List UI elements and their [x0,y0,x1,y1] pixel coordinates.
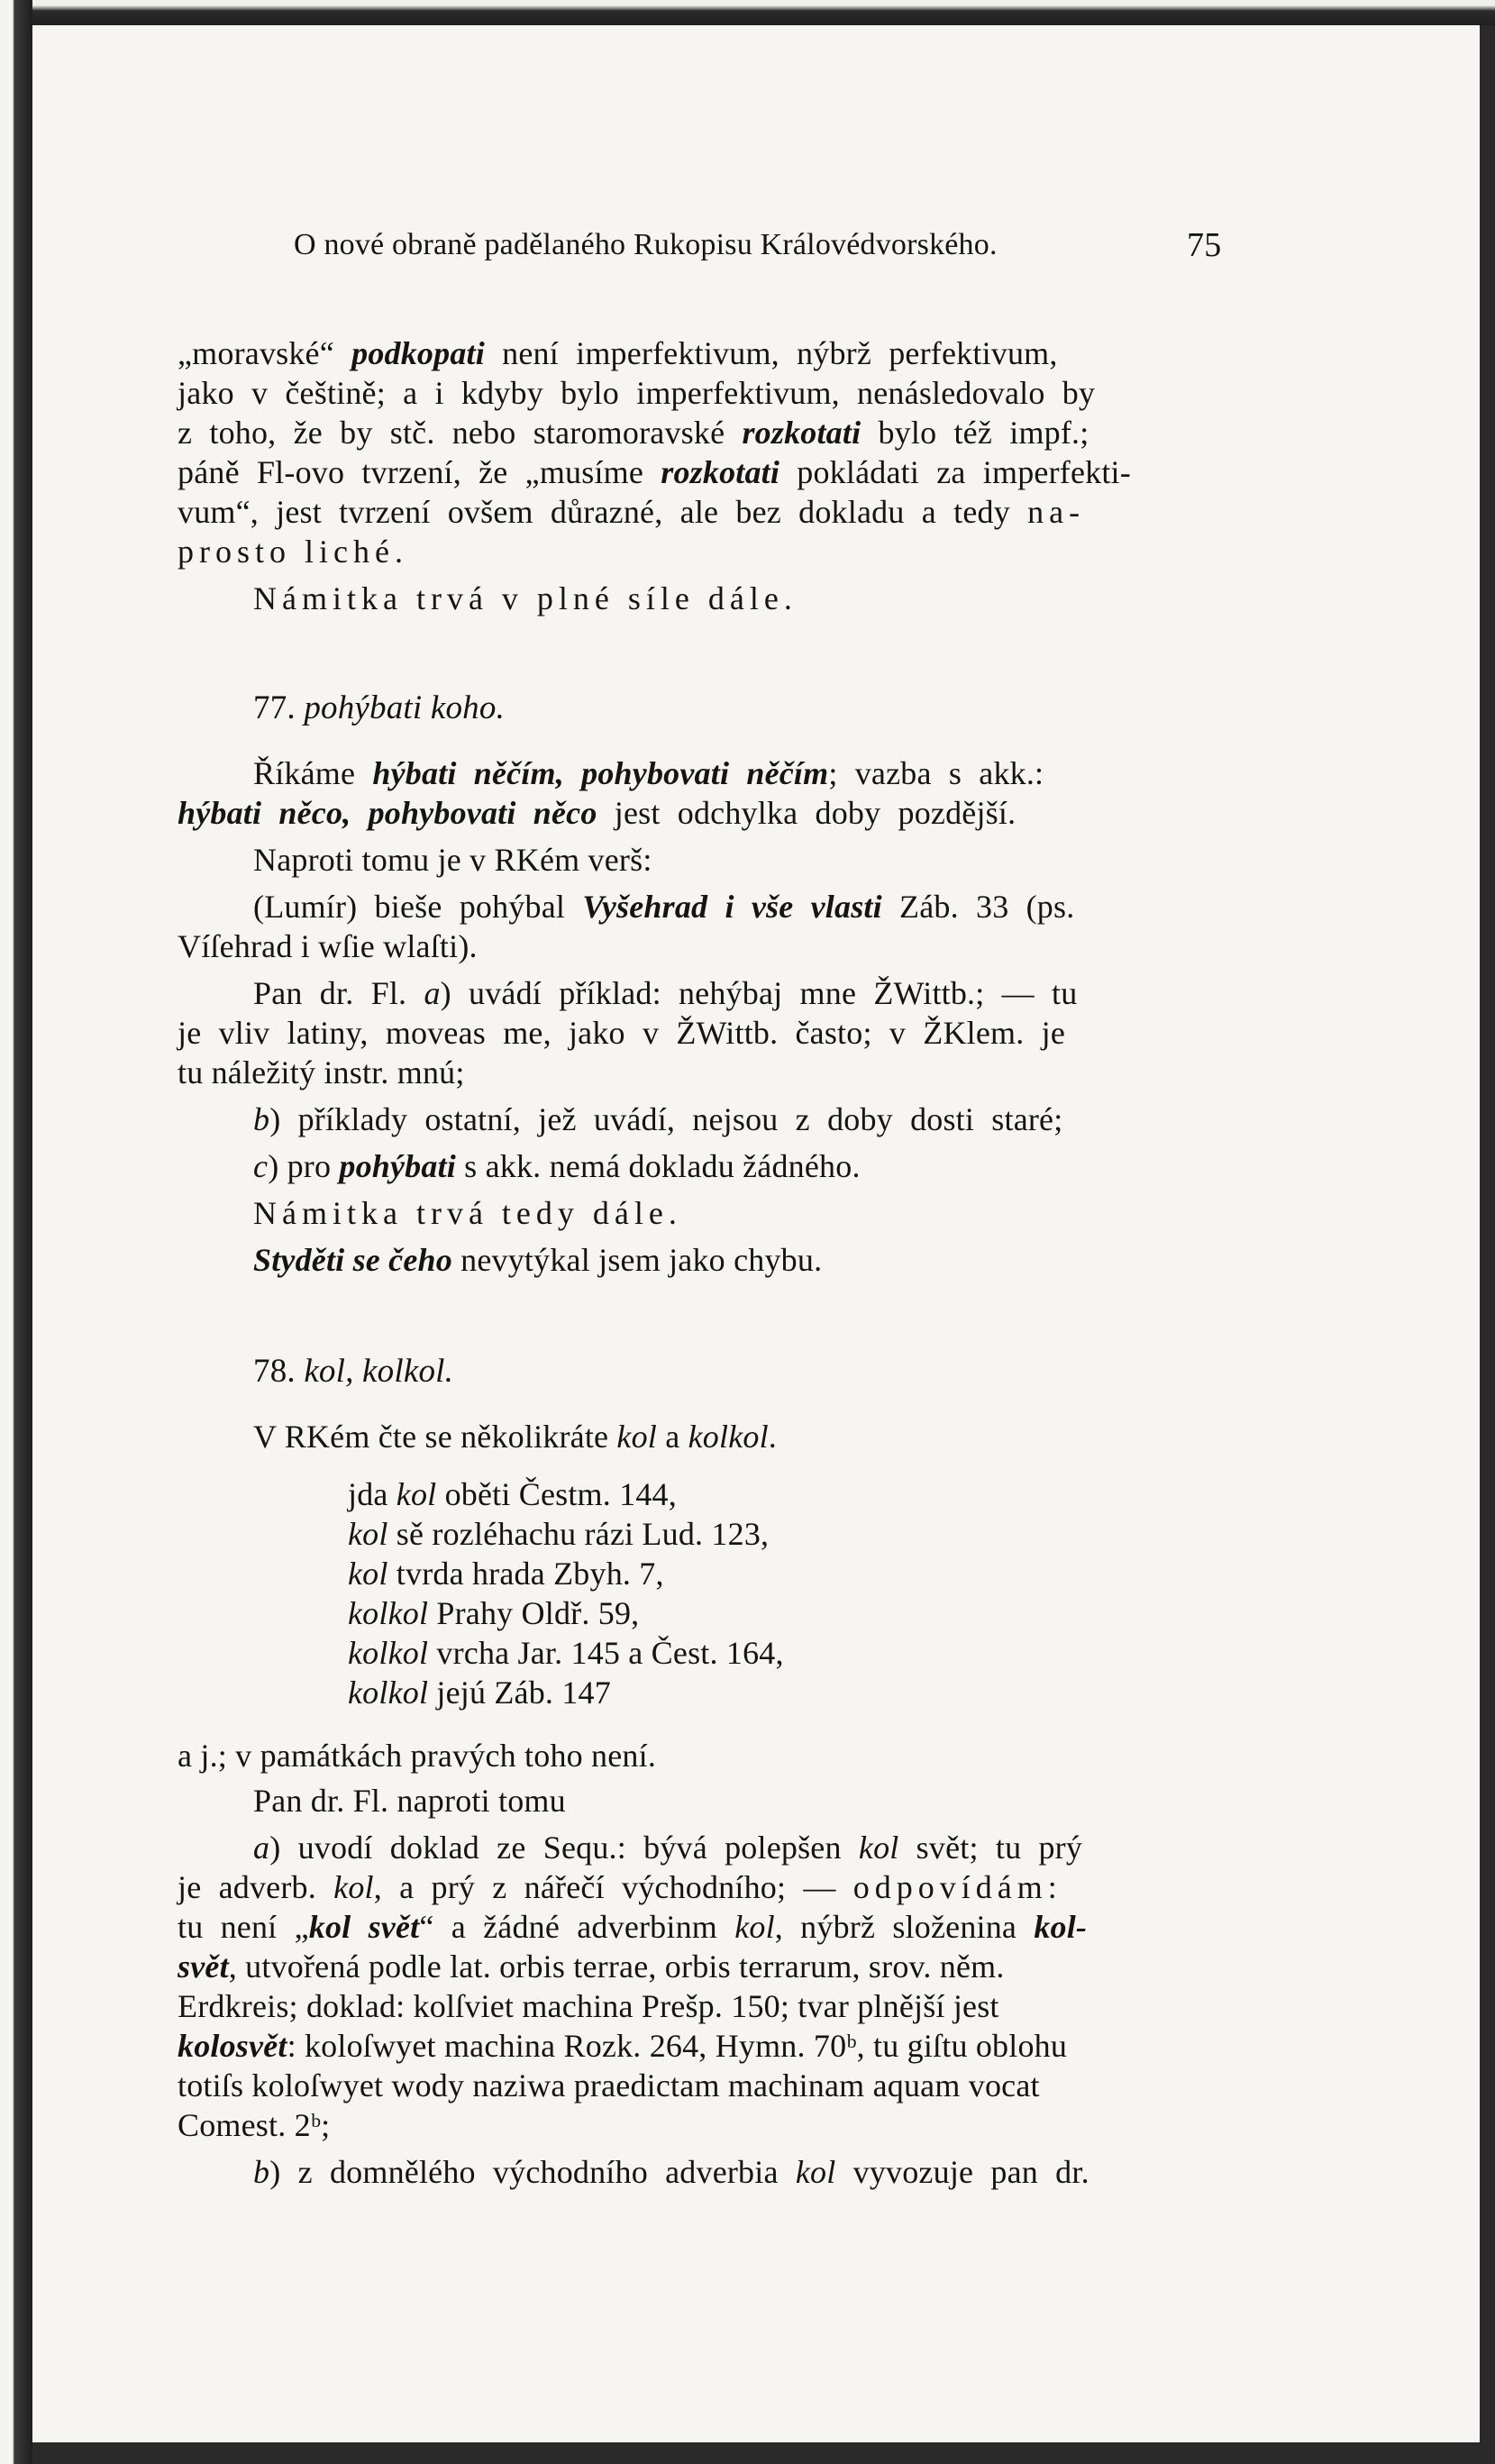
text-line: jako v češtině; a i kdyby bylo imperfektivum, nenásledovalo by [178,375,1096,411]
text-line: hýbati něco, pohybovati něco jest odchylka doby pozdější. [178,795,1016,831]
text-line: a) uvodí doklad ze Sequ.: bývá polepšen kol svět; tu prý [253,1830,1083,1866]
text-line: Říkáme hýbati něčím, pohybovati něčím; vazba s akk.: [253,755,1044,791]
text-line: Námitka trvá tedy dále. [253,1195,682,1231]
page-number: 75 [1187,226,1222,264]
text-line: svět, utvořená podle lat. orbis terrae, orbis terrarum, srov. něm. [178,1948,1005,1985]
text-line: Comest. 2ᵇ; [178,2107,331,2143]
text-line: Námitka trvá v plné síle dále. [253,580,798,616]
text-line: V RKém čte se několikráte kol a kolkol. [253,1419,777,1455]
scan-top-edge [0,0,1495,25]
text-line: b) příklady ostatní, jež uvádí, nejsou z doby dosti staré; [253,1101,1063,1137]
text-line: tu není „kol svět“ a žádné adverbinm kol, nýbrž složenina kol- [178,1909,1088,1945]
text-line: a j.; v památkách pravých toho není. [178,1738,657,1774]
quote-line: kolkol jejú Záb. 147 [348,1675,611,1711]
text-line: je vliv latiny, moveas me, jako v ŽWittb. často; v ŽKlem. je [178,1015,1066,1051]
text-line: Naproti tomu je v RKém verš: [253,842,652,878]
section-heading: 77. pohýbati koho. [253,689,506,726]
running-title: O nové obraně padělaného Rukopisu Královédvorského. [294,228,998,261]
text-line: totiſs koloſwyet wody naziwa praedictam machinam aquam vocat [178,2067,1040,2104]
text-line: páně Fl-ovo tvrzení, že „musíme rozkotati pokládati za imperfekti- [178,454,1131,490]
text-line: Erdkreis; doklad: kolſviet machina Prešp. 150; tvar plnější jest [178,1988,999,2024]
quote-line: kol tvrda hrada Zbyh. 7, [348,1556,664,1592]
text-line: Pan dr. Fl. naproti tomu [253,1783,566,1819]
text-line: Styděti se čeho nevytýkal jsem jako chybu. [253,1242,823,1278]
text-line: „moravské“ podkopati není imperfektivum, nýbrž perfektivum, [178,335,1058,371]
text-line: je adverb. kol, a prý z nářečí východního; — odpovídám: [178,1869,1062,1905]
quote-line: kolkol Prahy Oldř. 59, [348,1595,640,1631]
quote-line: kol sě rozléhachu rázi Lud. 123, [348,1516,770,1552]
text-line: vum“, jest tvrzení ovšem důrazné, ale bez dokladu a tedy na- [178,494,1086,530]
text-line: z toho, že by stč. nebo staromoravské rozkotati bylo též impf.; [178,415,1089,451]
text-line: b) z domnělého východního adverbia kol vyvozuje pan dr. [253,2154,1089,2190]
quote-line: kolkol vrcha Jar. 145 a Čest. 164, [348,1635,784,1671]
text-line: kolosvět: koloſwyet machina Rozk. 264, Hymn. 70ᵇ, tu giſtu oblohu [178,2028,1068,2064]
text-line: Víſehrad i wſie wlaſti). [178,928,478,964]
text-line: (Lumír) bieše pohýbal Vyšehrad i vše vlasti Záb. 33 (ps. [253,889,1075,925]
scan-left-edge [0,0,32,2464]
text-line: prosto liché. [178,534,408,570]
text-line: Pan dr. Fl. a) uvádí příklad: nehýbaj mne ŽWittb.; — tu [253,975,1078,1011]
quote-line: jda kol oběti Čestm. 144, [348,1476,677,1512]
text-line: tu náležitý instr. mnú; [178,1054,465,1091]
book-page [32,25,1480,2442]
text-line: c) pro pohýbati s akk. nemá dokladu žádného. [253,1148,861,1184]
section-heading: 78. kol, kolkol. [253,1353,454,1390]
